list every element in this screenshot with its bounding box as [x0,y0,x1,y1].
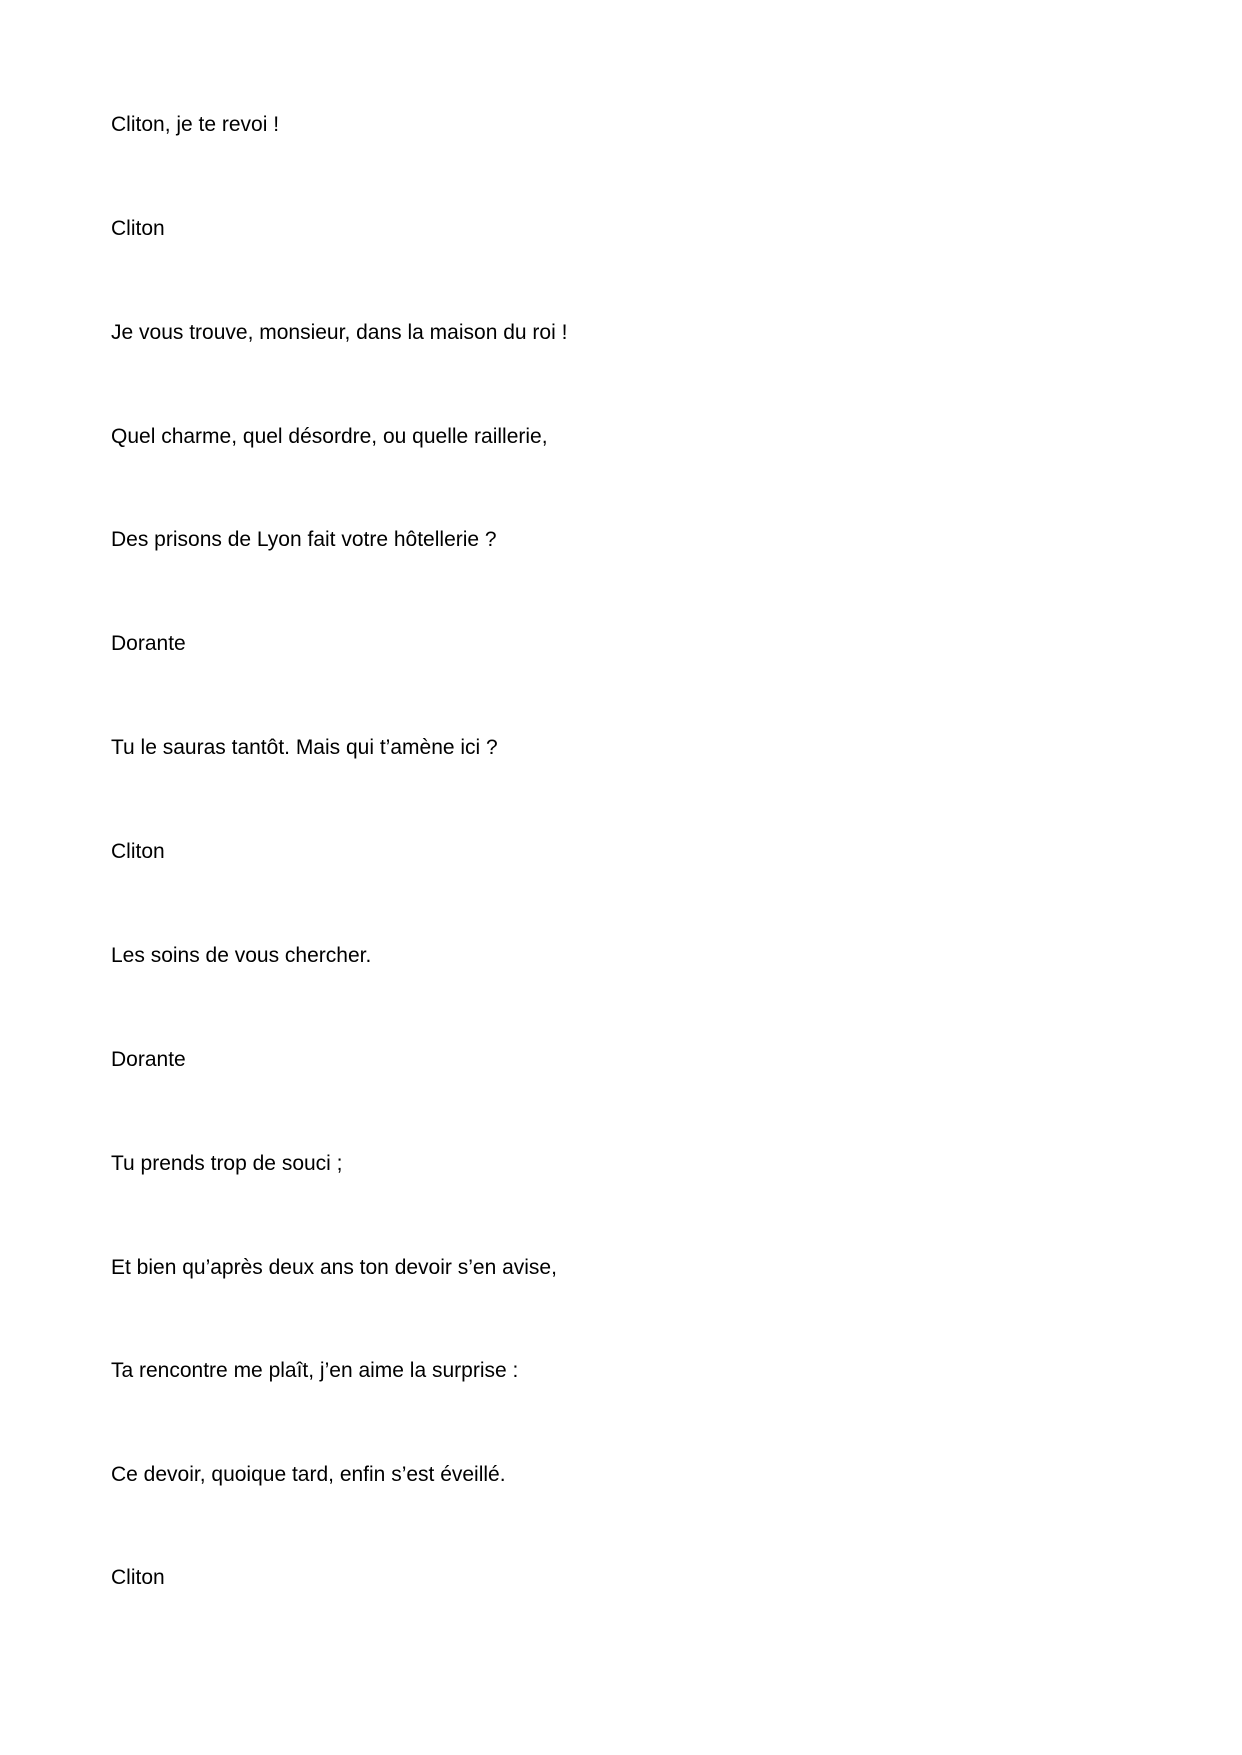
speaker-name: Cliton [111,840,165,863]
verse-line: Ta rencontre me plaît, j’en aime la surprise : [111,1359,519,1382]
verse-line: Tu le sauras tantôt. Mais qui t’amène ici ? [111,736,498,759]
speaker-name: Cliton [111,1566,165,1589]
speaker-name: Cliton [111,217,165,240]
verse-line: Quel charme, quel désordre, ou quelle raillerie, [111,425,548,448]
verse-line: Ce devoir, quoique tard, enfin s’est éveillé. [111,1463,506,1486]
verse-line: Cliton, je te revoi ! [111,113,280,136]
speaker-name: Dorante [111,632,186,655]
verse-line: Des prisons de Lyon fait votre hôtellerie ? [111,528,497,551]
verse-line: Tu prends trop de souci ; [111,1152,343,1175]
verse-line: Et bien qu’après deux ans ton devoir s’en avise, [111,1256,557,1279]
verse-line: Je vous trouve, monsieur, dans la maison du roi ! [111,321,568,344]
speaker-name: Dorante [111,1048,186,1071]
verse-line: Les soins de vous chercher. [111,944,372,967]
